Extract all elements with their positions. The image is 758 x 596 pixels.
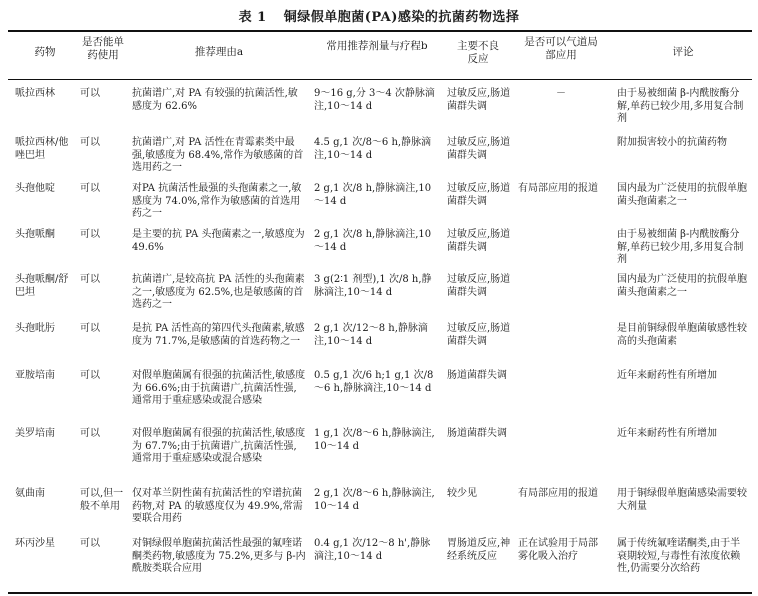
cell-single-use: 可以 [80,323,100,334]
cell-comment: 由于易被细菌 β-内酰胺酶分解,单药已较少用,多用复合制剂 [617,88,744,124]
cell-drug: 哌拉西林/他唑巴坦 [15,137,69,161]
cell-adverse: 过敏反应,肠道菌群失调 [447,183,511,207]
cell-adverse: 过敏反应,肠道菌群失调 [447,137,511,161]
header-comment: 评论 [672,46,694,58]
cell-single-use: 可以 [80,88,100,99]
cell-comment: 国内最为广泛使用的抗假单胞菌头孢菌素之一 [617,274,747,298]
header-adverse: 主要不良反应 [457,40,499,65]
header-drug: 药物 [34,46,56,58]
cell-dose: 2 g,1 次/8 h,静脉滴注,10～14 d [314,229,432,253]
cell-comment: 用于铜绿假单胞菌感染需要较大剂量 [617,488,747,512]
cell-local-use: － [556,88,566,99]
cell-single-use: 可以 [80,428,100,439]
cell-drug: 氨曲南 [15,488,45,499]
cell-adverse: 过敏反应,肠道菌群失调 [447,323,511,347]
cell-reason: 仅对革兰阴性菌有抗菌活性的窄谱抗菌药物,对 PA 的敏感度仅为 49.9%,常需要联合用药 [132,488,303,524]
cell-adverse: 肠道菌群失调 [447,370,507,381]
cell-reason: 抗菌谱广,对 PA 活性在青霉素类中最强,敏感度为 68.4%,常作为敏感菌的首选用药之一 [132,137,304,173]
cell-adverse: 胃肠道反应,神经系统反应 [447,538,511,562]
cell-reason: 是主要的抗 PA 头孢菌素之一,敏感度为 49.6% [132,229,305,253]
cell-dose: 2 g,1 次/8～6 h,静脉滴注,10～14 d [314,488,435,512]
header-single-use: 是否能单药使用 [82,36,124,61]
table-caption: 铜绿假单胞菌(PA)感染的抗菌药物选择 [283,10,520,25]
cell-adverse: 过敏反应,肠道菌群失调 [447,88,511,112]
cell-comment: 属于传统氟喹诺酮类,由于半衰期较短,与毒性有浓度依赖性,仍需要分次给药 [617,538,741,574]
cell-local-use: 正在试验用于局部雾化吸入治疗 [518,538,598,562]
cell-comment: 近年来耐药性有所增加 [617,370,717,381]
cell-drug: 头孢哌酮/舒巴坦 [15,274,69,298]
cell-adverse: 过敏反应,肠道菌群失调 [447,229,511,253]
cell-reason: 对假单胞菌属有很强的抗菌活性,敏感度为 66.6%;由于抗菌谱广,抗菌活性强,通常用于重症感染或混合感染 [132,370,306,406]
table-label: 表 1 [238,10,267,25]
cell-dose: 9～16 g,分 3～4 次静脉滴注,10～14 d [314,88,435,112]
bottom-rule [8,592,752,594]
cell-single-use: 可以 [80,538,100,549]
header-local: 是否可以气道局部应用 [524,36,598,61]
cell-adverse: 过敏反应,肠道菌群失调 [447,274,511,298]
cell-dose: 3 g(2∶1 剂型),1 次/8 h,静脉滴注,10～14 d [314,274,432,298]
cell-reason: 对铜绿假单胞菌抗菌活性最强的氟喹诺酮类药物,敏感度为 75.2%,更多与 β-内酰胺类联合应用 [132,538,306,574]
header-rule [8,79,752,80]
cell-single-use: 可以 [80,370,100,381]
cell-drug: 美罗培南 [15,428,55,439]
header-reason: 推荐理由a [194,46,244,58]
cell-comment: 近年来耐药性有所增加 [617,428,717,439]
cell-reason: 对PA 抗菌活性最强的头孢菌素之一,敏感度为 74.0%,常作为敏感菌的首选用药之一 [132,183,302,219]
cell-drug: 哌拉西林 [15,88,55,99]
cell-dose: 0.4 g,1 次/12～8 h',静脉滴注,10～14 d [314,538,431,562]
cell-dose: 4.5 g,1 次/8～6 h,静脉滴注,10～14 d [314,137,432,161]
cell-reason: 抗菌谱广,是较高抗 PA 活性的头孢菌素之一,敏感度为 62.5%,也是敏感菌的首选药之一 [132,274,305,310]
cell-dose: 2 g,1 次/8 h,静脉滴注,10～14 d [314,183,432,207]
cell-drug: 头孢吡肟 [15,323,55,334]
cell-dose: 1 g,1 次/8～6 h,静脉滴注,10～14 d [314,428,435,452]
cell-dose: 2 g,1 次/12～8 h,静脉滴注,10～14 d [314,323,428,347]
cell-single-use: 可以 [80,137,100,148]
cell-reason: 是抗 PA 活性高的第四代头孢菌素,敏感度为 71.7%,是敏感菌的首选药物之一 [132,323,305,347]
cell-comment: 由于易被细菌 β-内酰胺酶分解,单药已较少用,多用复合制剂 [617,229,744,265]
header-dose: 常用推荐剂量与疗程b [326,40,428,52]
cell-comment: 是目前铜绿假单胞菌敏感性较高的头孢菌素 [617,323,747,347]
cell-single-use: 可以 [80,274,100,285]
cell-single-use: 可以,但一般不单用 [80,488,124,512]
cell-adverse: 肠道菌群失调 [447,428,507,439]
table-title [0,6,758,25]
cell-comment: 国内最为广泛使用的抗假单胞菌头孢菌素之一 [617,183,747,207]
cell-drug: 头孢他啶 [15,183,55,194]
cell-reason: 抗菌谱广,对 PA 有较强的抗菌活性,敏感度为 62.6% [132,88,298,112]
cell-drug: 头孢哌酮 [15,229,55,240]
cell-drug: 环丙沙星 [15,538,55,549]
cell-local-use: 有局部应用的报道 [518,488,598,499]
cell-drug: 亚胺培南 [15,370,55,381]
cell-dose: 0.5 g,1 次/6 h;1 g,1 次/8～6 h,静脉滴注,10～14 d [314,370,434,394]
cell-comment: 附加损害较小的抗菌药物 [617,137,727,148]
cell-single-use: 可以 [80,183,100,194]
cell-adverse: 较少见 [447,488,477,499]
cell-reason: 对假单胞菌属有很强的抗菌活性,敏感度为 67.7%;由于抗菌谱广,抗菌活性强,通常用于重症感染或混合感染 [132,428,306,464]
cell-local-use: 有局部应用的报道 [518,183,598,194]
top-rule [8,30,752,32]
cell-single-use: 可以 [80,229,100,240]
